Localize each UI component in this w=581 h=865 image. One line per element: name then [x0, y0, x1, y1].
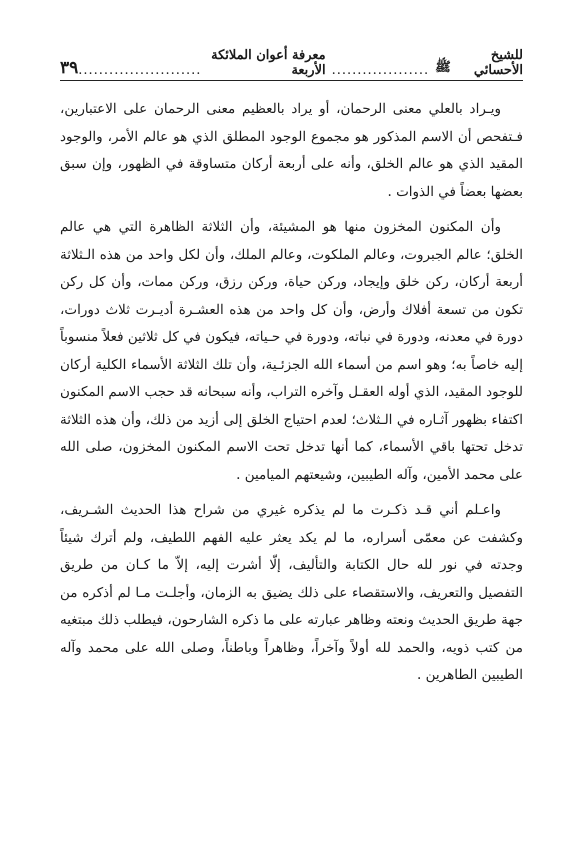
header-honorific: ﷺ — [435, 60, 451, 75]
header-author-group — [78, 48, 523, 78]
header-author: للشيخ الأحسائي — [473, 48, 523, 78]
header-dots-right: ................... — [331, 63, 430, 78]
paragraph-2: وأن المكنون المخزون منها هو المشيئة، وأن الثلاثة الظاهرة التي هي عالم الخلق؛ عالم الجبروت، وعالم الملكوت، وعالم الملك، وأن لكل واحد من هذه الـثلاثة أربعة أركان، ركن خلق وإيجاد، وركن حياة، وركن رزق، وركن ممات، وأن كل ركن تكون من تسعة أفلاك وأرض، وأن كل واحد من هذه العشـرة أديـرت ثلاث دورات، دورة في معدنه، ودورة في نباته، ودورة في حـياته، فيكون في كل ثلاثين فعلاً منسوباً إليه خاصاً به؛ وهو اسم من أسماء الله الجزئـية، وأن تلك الثلاثة الأسماء الكلية أركان للوجود المقيد، الذي أوله العقـل وآخره التراب، وأنه سبحانه قد حجب الاسم المكنون اكتفاء بظهور آثـاره في الـثلاث؛ لعدم احتياج الخلق إلى أزيد من ذلك، وأن هذه الثلاثة تدخل تحتها باقي الأسماء، كما أنها تدخل تحت الاسم المكنون المخزون، صلى الله على محمد الأمين، وآله الطيبين، وشيعتهم الميامين . — [60, 219, 523, 483]
paragraph-1: ويـراد بالعلي معنى الرحمان، أو يراد بالعظيم معنى الرحمان على الاعتبارين، فـتفحص أن الاسم المذكور هو مجموع الوجود المطلق الذي هو عالم الأمر، والوجود المقيد الذي هو عالم الخلق، وأنه على أربعة أركان متساوقة في الظهور، وإن سبق بعضها بعضاً في الذوات . — [60, 101, 523, 200]
header-dots-left: ........................ — [78, 63, 202, 78]
page-number: ٣٩ — [60, 58, 79, 78]
running-header — [60, 50, 523, 81]
paragraph-3: واعـلم أني قـد ذكـرت ما لم يذكره غيري من شراح هذا الحديث الشـريف، وكشفت عن معمّى أسراره، ما لم يكد يعثر عليه الفهم اللطيف، ولم أترك شيئاً وجدته في نور لله حال الكتابة والتأليف، إلّا أشرت إليه، إلاّ ما كـان من طريق التفصيل والتعريف، والاستقصاء على ذلك يضيق به الزمان، وأجلـت مـا لم أذكره من جهة طريق الحديث ونعته وظاهر عبارته على ما ذكره الشارحون، فيطلب ذلك مبتغيه من كتب ذويه، والحمد لله أولاً وآخراً، وظاهراً وباطناً، وصلى الله على محمد وآله الطيبين الطاهرين . — [60, 502, 523, 683]
header-title: معرفة أعوان الملائكة الأربعة — [211, 48, 326, 78]
page-body — [60, 96, 523, 698]
